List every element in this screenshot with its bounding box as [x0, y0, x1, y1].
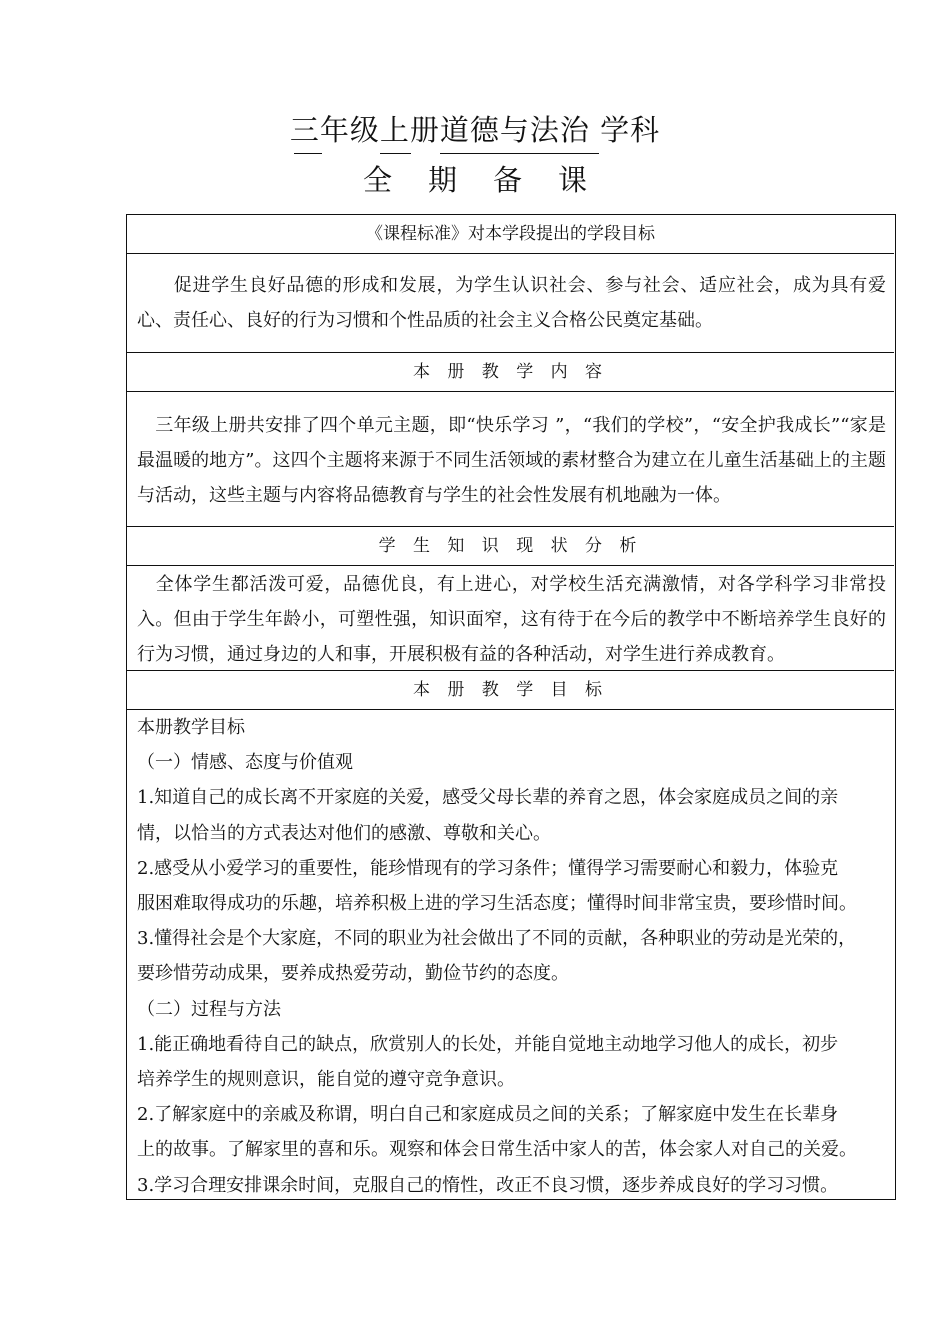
goals-line: 情，以恰当的方式表达对他们的感激、尊敬和关心。: [137, 822, 551, 844]
goals-line: 2.感受从小爱学习的重要性，能珍惜现有的学习条件；懂得学习需要耐心和毅力，体验克: [137, 857, 839, 879]
content-text-cell: [127, 392, 894, 527]
goals-line: （一）情感、态度与价值观: [137, 752, 353, 774]
title-underline-3: [440, 153, 599, 154]
goals-cell: [127, 710, 894, 1199]
goals-line: 2.了解家庭中的亲戚及称谓，明白自己和家庭成员之间的关系；了解家庭中发生在长辈身: [137, 1104, 839, 1126]
standard-heading: 《课程标准》对本学段提出的学段目标: [127, 215, 894, 254]
goals-line: 服困难取得成功的乐趣，培养积极上进的学习生活态度；懂得时间非常宝贵，要珍惜时间。: [137, 893, 857, 915]
goals-line: 3.学习合理安排课余时间，克服自己的惰性，改正不良习惯，逐步养成良好的学习习惯。: [137, 1174, 839, 1196]
goals-line: 本册教学目标: [137, 717, 245, 738]
content-heading: 本 册 教 学 内 容: [127, 353, 894, 392]
analysis-text-cell: [127, 566, 894, 671]
goals-line: 3.懂得社会是个大家庭，不同的职业为社会做出了不同的贡献，各种职业的劳动是光荣的，: [137, 928, 857, 950]
lesson-plan-table: [126, 214, 896, 1200]
standard-text-cell: [127, 254, 894, 353]
goals-line: 上的故事。了解家里的喜和乐。观察和体会日常生活中家人的苦，体会家人对自己的关爱。: [137, 1139, 857, 1161]
goals-line: 要珍惜劳动成果，要养成热爱劳动，勤俭节约的态度。: [137, 963, 569, 985]
analysis-heading: 学 生 知 识 现 状 分 析: [127, 527, 894, 566]
goals-heading: 本 册 教 学 目 标: [127, 671, 894, 710]
goals-line: 1.能正确地看待自己的缺点，欣赏别人的长处，并能自觉地主动地学习他人的成长，初步: [137, 1033, 839, 1055]
subtitle-char: 全: [362, 163, 392, 197]
document-title: 三年级上册道德与法治 学科: [289, 113, 661, 147]
standard-text: 促进学生良好品德的形成和发展，为学生认识社会、参与社会、适应社会，成为具有爱心、责任心、良好的行为习惯和个性品质的社会主义合格公民奠定基础。: [137, 275, 886, 331]
content-text: 三年级上册共安排了四个单元主题，即“快乐学习 ”，“我们的学校”，“安全护我成长”“家是最温暖的地方”。这四个主题将来源于不同生活领域的素材整合为建立在儿童生活基础上的主题与活动，这些主题与内容将品德教育与学生的社会性发展有机地融为一体。: [137, 415, 886, 506]
goals-line: （二）过程与方法: [137, 998, 281, 1020]
document-subtitle: [0, 160, 950, 200]
title-underline-1: [294, 153, 322, 154]
subtitle-char: 期: [427, 163, 457, 197]
analysis-text: 全体学生都活泼可爱，品德优良，有上进心，对学校生活充满激情，对各学科学习非常投入。但由于学生年龄小，可塑性强，知识面窄，这有待于在今后的教学中不断培养学生良好的行为习惯，通过身边的人和事，开展积极有益的各种活动，对学生进行养成教育。: [137, 574, 886, 665]
subtitle-char: 课: [558, 163, 588, 197]
subtitle-char: 备: [493, 163, 523, 197]
title-underline-2: [380, 153, 411, 154]
goals-line: 培养学生的规则意识，能自觉的遵守竞争意识。: [137, 1069, 515, 1091]
goals-line: 1.知道自己的成长离不开家庭的关爱，感受父母长辈的养育之恩，体会家庭成员之间的亲: [137, 787, 839, 809]
